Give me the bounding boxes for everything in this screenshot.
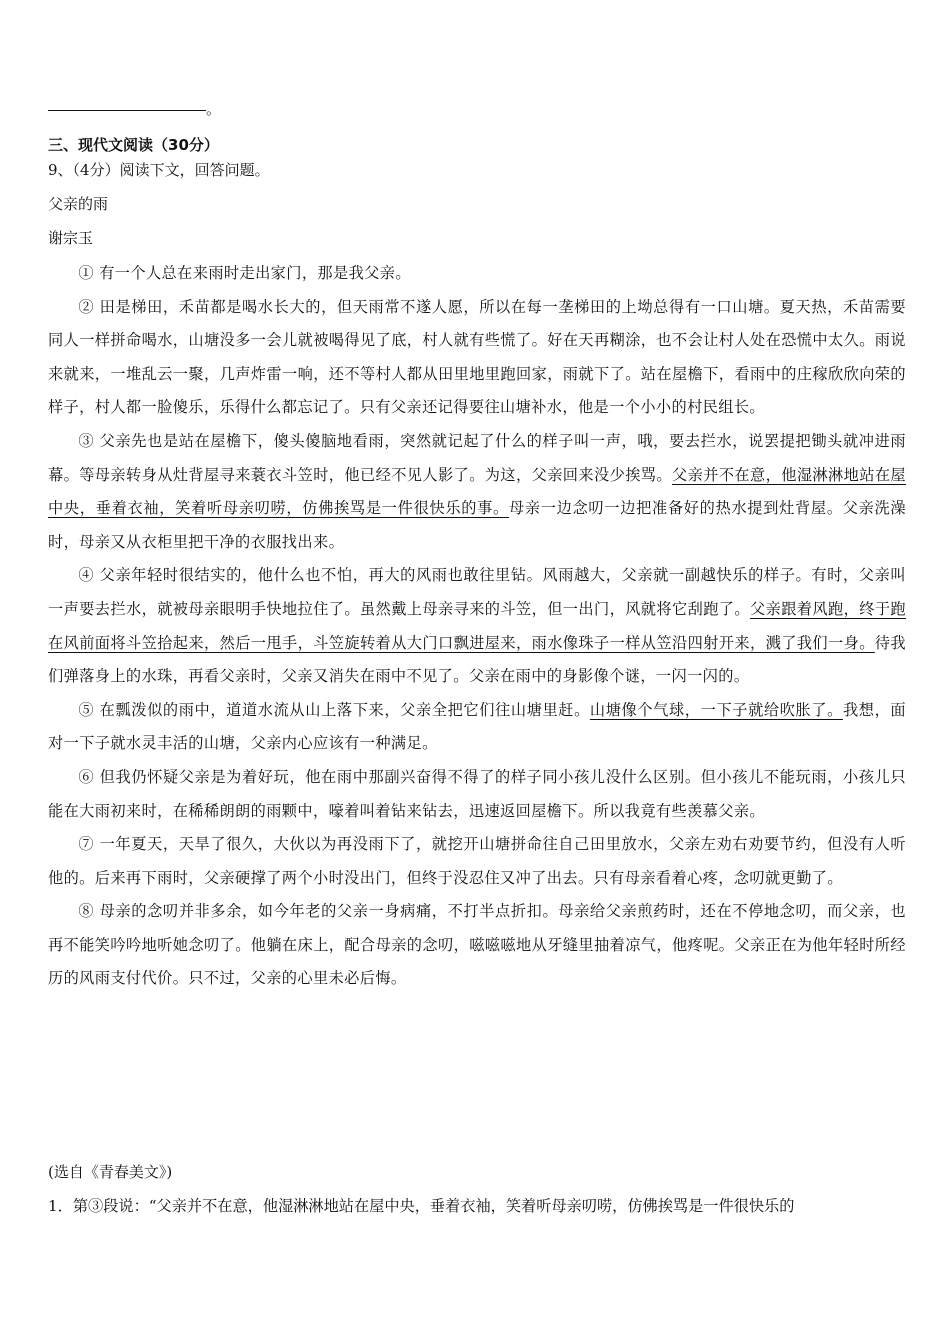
paragraph-2: ② 田是梯田，禾苗都是喝水长大的，但天雨常不遂人愿，所以在每一垄梯田的上坳总得有一口山塘。夏天热，禾苗需要同人一样拼命喝水，山塘没多一会儿就被喝得见了底，村人就有些慌了。好在天再糊涂，也不会让村人处在恐慌中太久。雨说来就来，一堆乱云一聚，几声炸雷一响，还不等村人都从田里地里跑回家，雨就下了。站在屋檐下，看雨中的庄稼欣欣向荣的样子，村人都一脸傻乐，乐得什么都忘记了。只有父亲还记得要往山塘补水，他是一个小小的村民组长。 <box>48 297 906 417</box>
paragraph-8: ⑧ 母亲的念叨并非多余，如今年老的父亲一身病痛，不打半点折扣。母亲给父亲煎药时，还在不停地念叨，而父亲，也再不能笑吟吟地听她念叨了。他躺在床上，配合母亲的念叨，嗞嗞嗞地从牙缝里抽着凉气，他疼呢。父亲正在为他年轻时所经历的风雨支付代价。只不过，父亲的心里未必后悔。 <box>48 902 906 988</box>
paragraph-4-underlined: 父亲跟着风跑，终于跑在风前面将斗笠拾起来，然后一甩手，斗笠旋转着从大门口飘进屋来，雨水像珠子一样从笠沿四射开来，溅了我们一身。 <box>48 599 907 652</box>
paragraph-3-text-a: ③ 父亲先也是站在屋檐下，傻头傻脑地看雨，突然就记起了什么的样子叫一声，哦，要去拦水，说罢提把锄头就冲进雨幕。等母亲转身从灶背屋寻来蓑衣斗笠时，他已经不见人影了。为这，父亲回来没少挨骂。 <box>48 431 906 484</box>
paragraph-5-text-b: 我想，面对一下子就水灵丰活的山塘，父亲内心应该有一种满足。 <box>48 700 907 753</box>
paragraph-3 <box>48 425 906 559</box>
blank-period: 。 <box>206 100 222 118</box>
article-source: (选自《青春美文》) <box>48 1163 173 1181</box>
article-title: 父亲的雨 <box>48 195 109 213</box>
paragraph-5-text-a: ⑤ 在瓢泼似的雨中，道道水流从山上落下来，父亲全把它们往山塘里赶。 <box>78 700 590 719</box>
blank-underline <box>48 98 206 111</box>
question-1: 1．第③段说：“父亲并不在意，他湿淋淋地站在屋中央，垂着衣袖，笑着听母亲叨唠，仿佛挨骂是一件很快乐的 <box>48 1197 795 1215</box>
paragraph-4-text-a: ④ 父亲年轻时很结实的，他什么也不怕，再大的风雨也敢往里钻。风雨越大，父亲就一副越快乐的样子。有时，父亲叫一声要去拦水，就被母亲眼明手快地拉住了。虽然戴上母亲寻来的斗笠，但一出门，风就将它刮跑了。 <box>48 566 906 618</box>
paragraph-3-text-b: 母亲一边念叨一边把准备好的热水提到灶背屋。父亲洗澡时，母亲又从衣柜里把干净的衣服找出来。 <box>48 499 906 551</box>
paragraph-4-text-b: 待我们弹落身上的水珠，再看父亲时，父亲又消失在雨中不见了。父亲在雨中的身影像个谜，一闪一闪的。 <box>48 633 906 686</box>
paragraph-7: ⑦ 一年夏天，天旱了很久，大伙以为再没雨下了，就挖开山塘拼命往自己田里放水，父亲左劝右劝要节约，但没有人听他的。后来再下雨时，父亲硬撑了两个小时没出门，但终于没忍住又冲了出去。只有母亲看着心疼，念叨就更勤了。 <box>48 835 906 887</box>
section-title: 三、现代文阅读（30分） <box>48 136 219 154</box>
paragraph-1: ① 有一个人总在来雨时走出家门，那是我父亲。 <box>78 264 411 282</box>
article-body <box>48 257 906 996</box>
paragraph-6: ⑥ 但我仍怀疑父亲是为着好玩，他在雨中那副兴奋得不得了的样子同小孩儿没什么区别。但小孩儿不能玩雨，小孩儿只能在大雨初来时，在稀稀朗朗的雨颗中，嚎着叫着钻来钻去，迅速返回屋檐下。所以我竟有些羡慕父亲。 <box>48 767 906 820</box>
paragraph-4 <box>48 559 906 693</box>
question-intro: 9、（4分）阅读下文，回答问题。 <box>48 161 270 179</box>
paragraph-5-underlined: 山塘像个气球，一下子就给吹胀了。 <box>589 700 843 719</box>
paragraph-3-underlined: 父亲并不在意，他湿淋淋地站在屋中央，垂着衣袖，笑着听母亲叨唠，仿佛挨骂是一件很快乐的事。 <box>48 465 907 518</box>
paragraph-5 <box>48 694 906 761</box>
article-author: 谢宗玉 <box>48 229 94 247</box>
answer-blank-line <box>48 98 221 120</box>
